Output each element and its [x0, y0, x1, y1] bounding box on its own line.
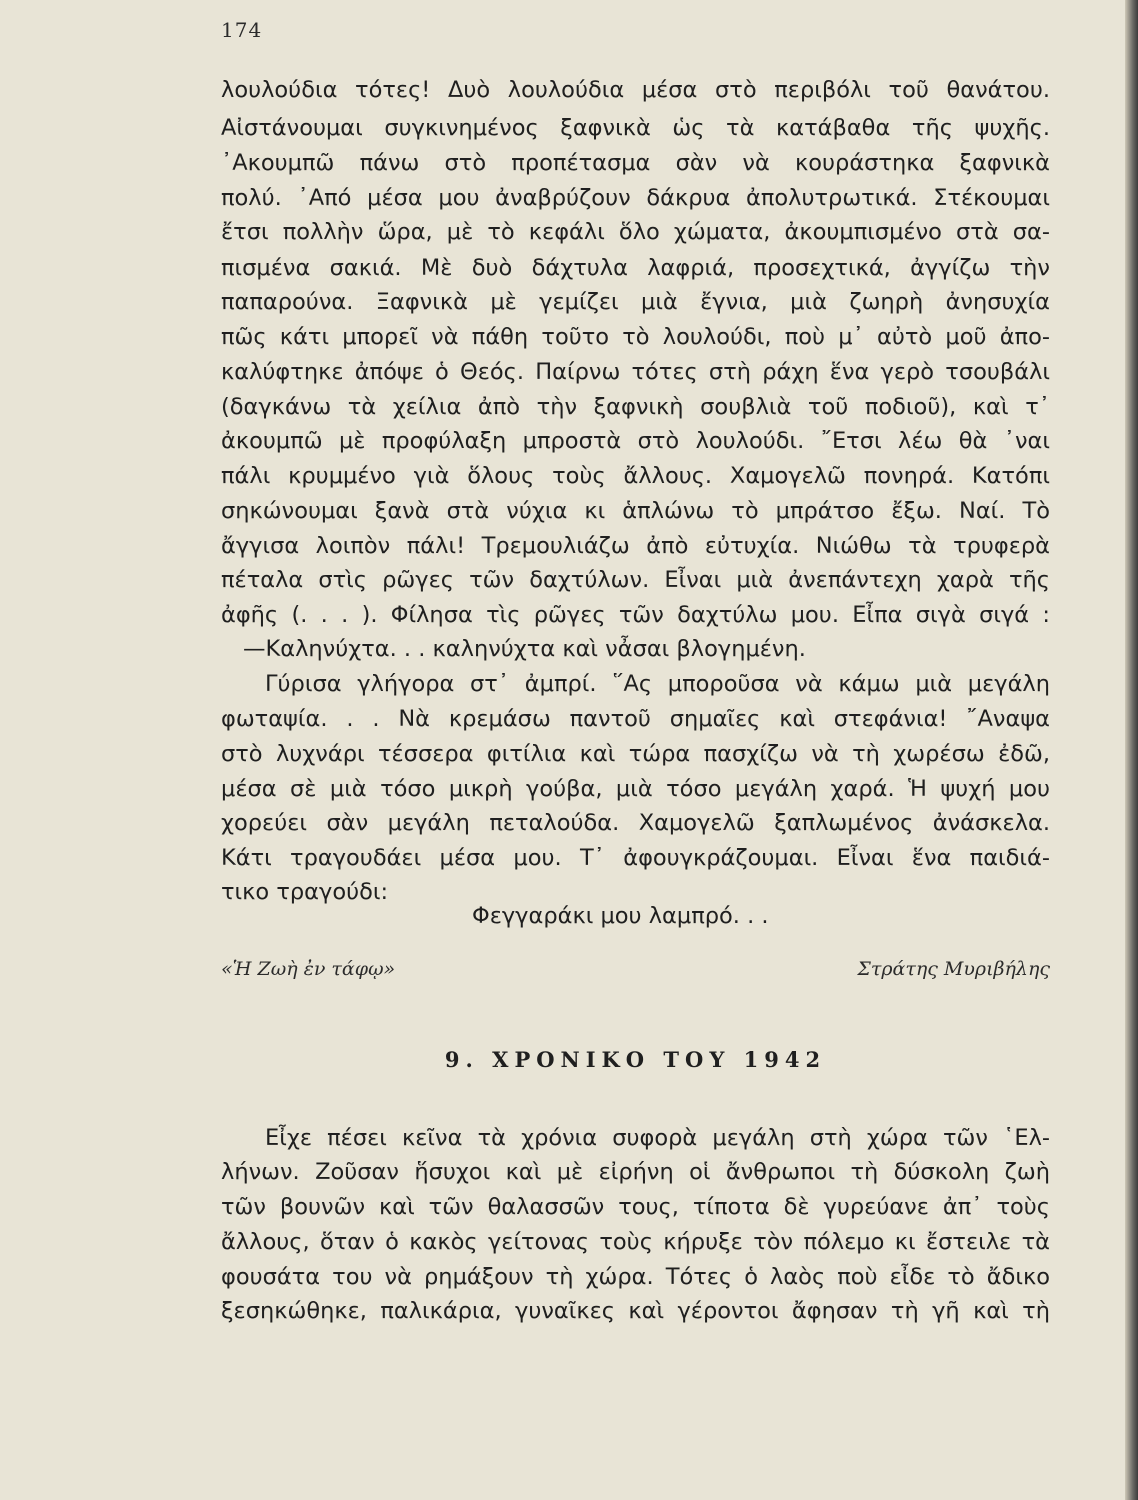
text-line: πισμένα σακιά. Μὲ δυὸ δάχτυλα λαφριά, προσεχτικά, ἀγγίζω τὴν: [221, 255, 1050, 281]
text-line: Αἰστάνουμαι συγκινημένος ξαφνικὰ ὡς τὰ κατάβαθα τῆς ψυχῆς.: [221, 115, 1050, 141]
page-edge-shadow: [1125, 0, 1138, 1500]
text-line: λήνων. Ζοῦσαν ἥσυχοι καὶ μὲ εἰρήνη οἱ ἄνθρωποι τὴ δύσκολη ζωὴ: [221, 1159, 1050, 1185]
author-name: Στράτης Μυριβήλης: [857, 958, 1050, 980]
text-line: χορεύει σὰν μεγάλη πεταλούδα. Χαμογελῶ ξαπλωμένος ἀνάσκελα.: [221, 810, 1050, 836]
text-line: στὸ λυχνάρι τέσσερα φιτίλια καὶ τώρα πασχίζω νὰ τὴ χωρέσω ἐδῶ,: [221, 741, 1050, 767]
text-line: τῶν βουνῶν καὶ τῶν θαλασσῶν τους, τίποτα δὲ γυρεύανε ἀπ᾿ τοὺς: [221, 1194, 1050, 1220]
text-line: Γύρισα γλήγορα στ᾿ ἀμπρί. ῞Ας μποροῦσα νὰ κάμω μιὰ μεγάλη: [265, 671, 1050, 697]
text-line: παπαρούνα. Ξαφνικὰ μὲ γεμίζει μιὰ ἔγνια, μιὰ ζωηρὴ ἀνησυχία: [221, 289, 1050, 315]
text-line: ἄλλους, ὅταν ὁ κακὸς γείτονας τοὺς κήρυξε τὸν πόλεμο κι ἔστειλε τὰ: [221, 1229, 1050, 1255]
text-line: πάλι κρυμμένο γιὰ ὅλους τοὺς ἄλλους. Χαμογελῶ πονηρά. Κατόπι: [221, 463, 1050, 489]
text-line: πέταλα στὶς ρῶγες τῶν δαχτύλων. Εἶναι μιὰ ἀνεπάντεχη χαρὰ τῆς: [221, 567, 1050, 593]
text-line: (δαγκάνω τὰ χείλια ἀπὸ τὴν ξαφνικὴ σουβλιὰ τοῦ ποδιοῦ), καὶ τ᾿: [221, 394, 1050, 420]
text-line: σηκώνουμαι ξανὰ στὰ νύχια κι ἁπλώνω τὸ μπράτσο ἔξω. Ναί. Τὸ: [221, 498, 1050, 524]
text-line: φουσάτα του νὰ ρημάξουν τὴ χώρα. Τότες ὁ λαὸς ποὺ εἶδε τὸ ἄδικο: [221, 1264, 1050, 1290]
text-line: ἀφῆς (. . . ). Φίλησα τὶς ρῶγες τῶν δαχτύλω μου. Εἶπα σιγὰ σιγά :: [221, 602, 1050, 628]
text-line: ἄγγισα λοιπὸν πάλι! Τρεμουλιάζω ἀπὸ εὐτυχία. Νιώθω τὰ τρυφερὰ: [221, 533, 1050, 559]
source-title: «Ἡ Ζωὴ ἐν τάφῳ»: [221, 958, 396, 980]
text-line: Κάτι τραγουδάει μέσα μου. Τ᾿ ἀφουγκράζουμαι. Εἶναι ἕνα παιδιά-: [221, 845, 1050, 871]
dialogue-line: —Καληνύχτα. . . καληνύχτα καὶ νἆσαι βλογημένη.: [243, 636, 806, 662]
song-verse: Φεγγαράκι μου λαμπρό. . .: [472, 903, 769, 929]
text-line: ἔτσι πολλὴν ὥρα, μὲ τὸ κεφάλι ὅλο χώματα, ἀκουμπισμένο στὰ σα-: [221, 219, 1050, 245]
text-line: ᾿Ακουμπῶ πάνω στὸ προπέτασμα σὰν νὰ κουράστηκα ξαφνικὰ: [221, 150, 1050, 176]
text-line: πολύ. ᾿Από μέσα μου ἀναβρύζουν δάκρυα ἀπολυτρωτικά. Στέκουμαι: [221, 185, 1050, 211]
text-line: φωταψία. . . Νὰ κρεμάσω παντοῦ σημαῖες καὶ στεφάνια! ῎Αναψα: [221, 706, 1050, 732]
text-line: ξεσηκώθηκε, παλικάρια, γυναῖκες καὶ γέροντοι ἄφησαν τὴ γῆ καὶ τὴ: [221, 1298, 1050, 1324]
text-line: Εἶχε πέσει κεῖνα τὰ χρόνια συφορὰ μεγάλη στὴ χώρα τῶν ῾Ελ-: [265, 1125, 1050, 1151]
text-line: καλύφτηκε ἀπόψε ὁ Θεός. Παίρνω τότες στὴ ράχη ἕνα γερὸ τσουβάλι: [221, 359, 1050, 385]
text-line: ἀκουμπῶ μὲ προφύλαξη μπροστὰ στὸ λουλούδι. ῎Ετσι λέω θὰ ᾿ναι: [221, 428, 1050, 454]
text-line: λουλούδια τότες! Δυὸ λουλούδια μέσα στὸ περιβόλι τοῦ θανάτου.: [221, 77, 1050, 103]
page-number: 174: [221, 18, 263, 42]
text-line: τικο τραγούδι:: [221, 879, 389, 905]
section-heading: 9. ΧΡΟΝΙΚΟ ΤΟΥ 1942: [444, 1047, 827, 1072]
text-line: πῶς κάτι μπορεῖ νὰ πάθη τοῦτο τὸ λουλούδι, ποὺ μ᾿ αὐτὸ μοῦ ἀπο-: [221, 324, 1050, 350]
text-line: μέσα σὲ μιὰ τόσο μικρὴ γούβα, μιὰ τόσο μεγάλη χαρά. Ἡ ψυχή μου: [221, 776, 1050, 802]
